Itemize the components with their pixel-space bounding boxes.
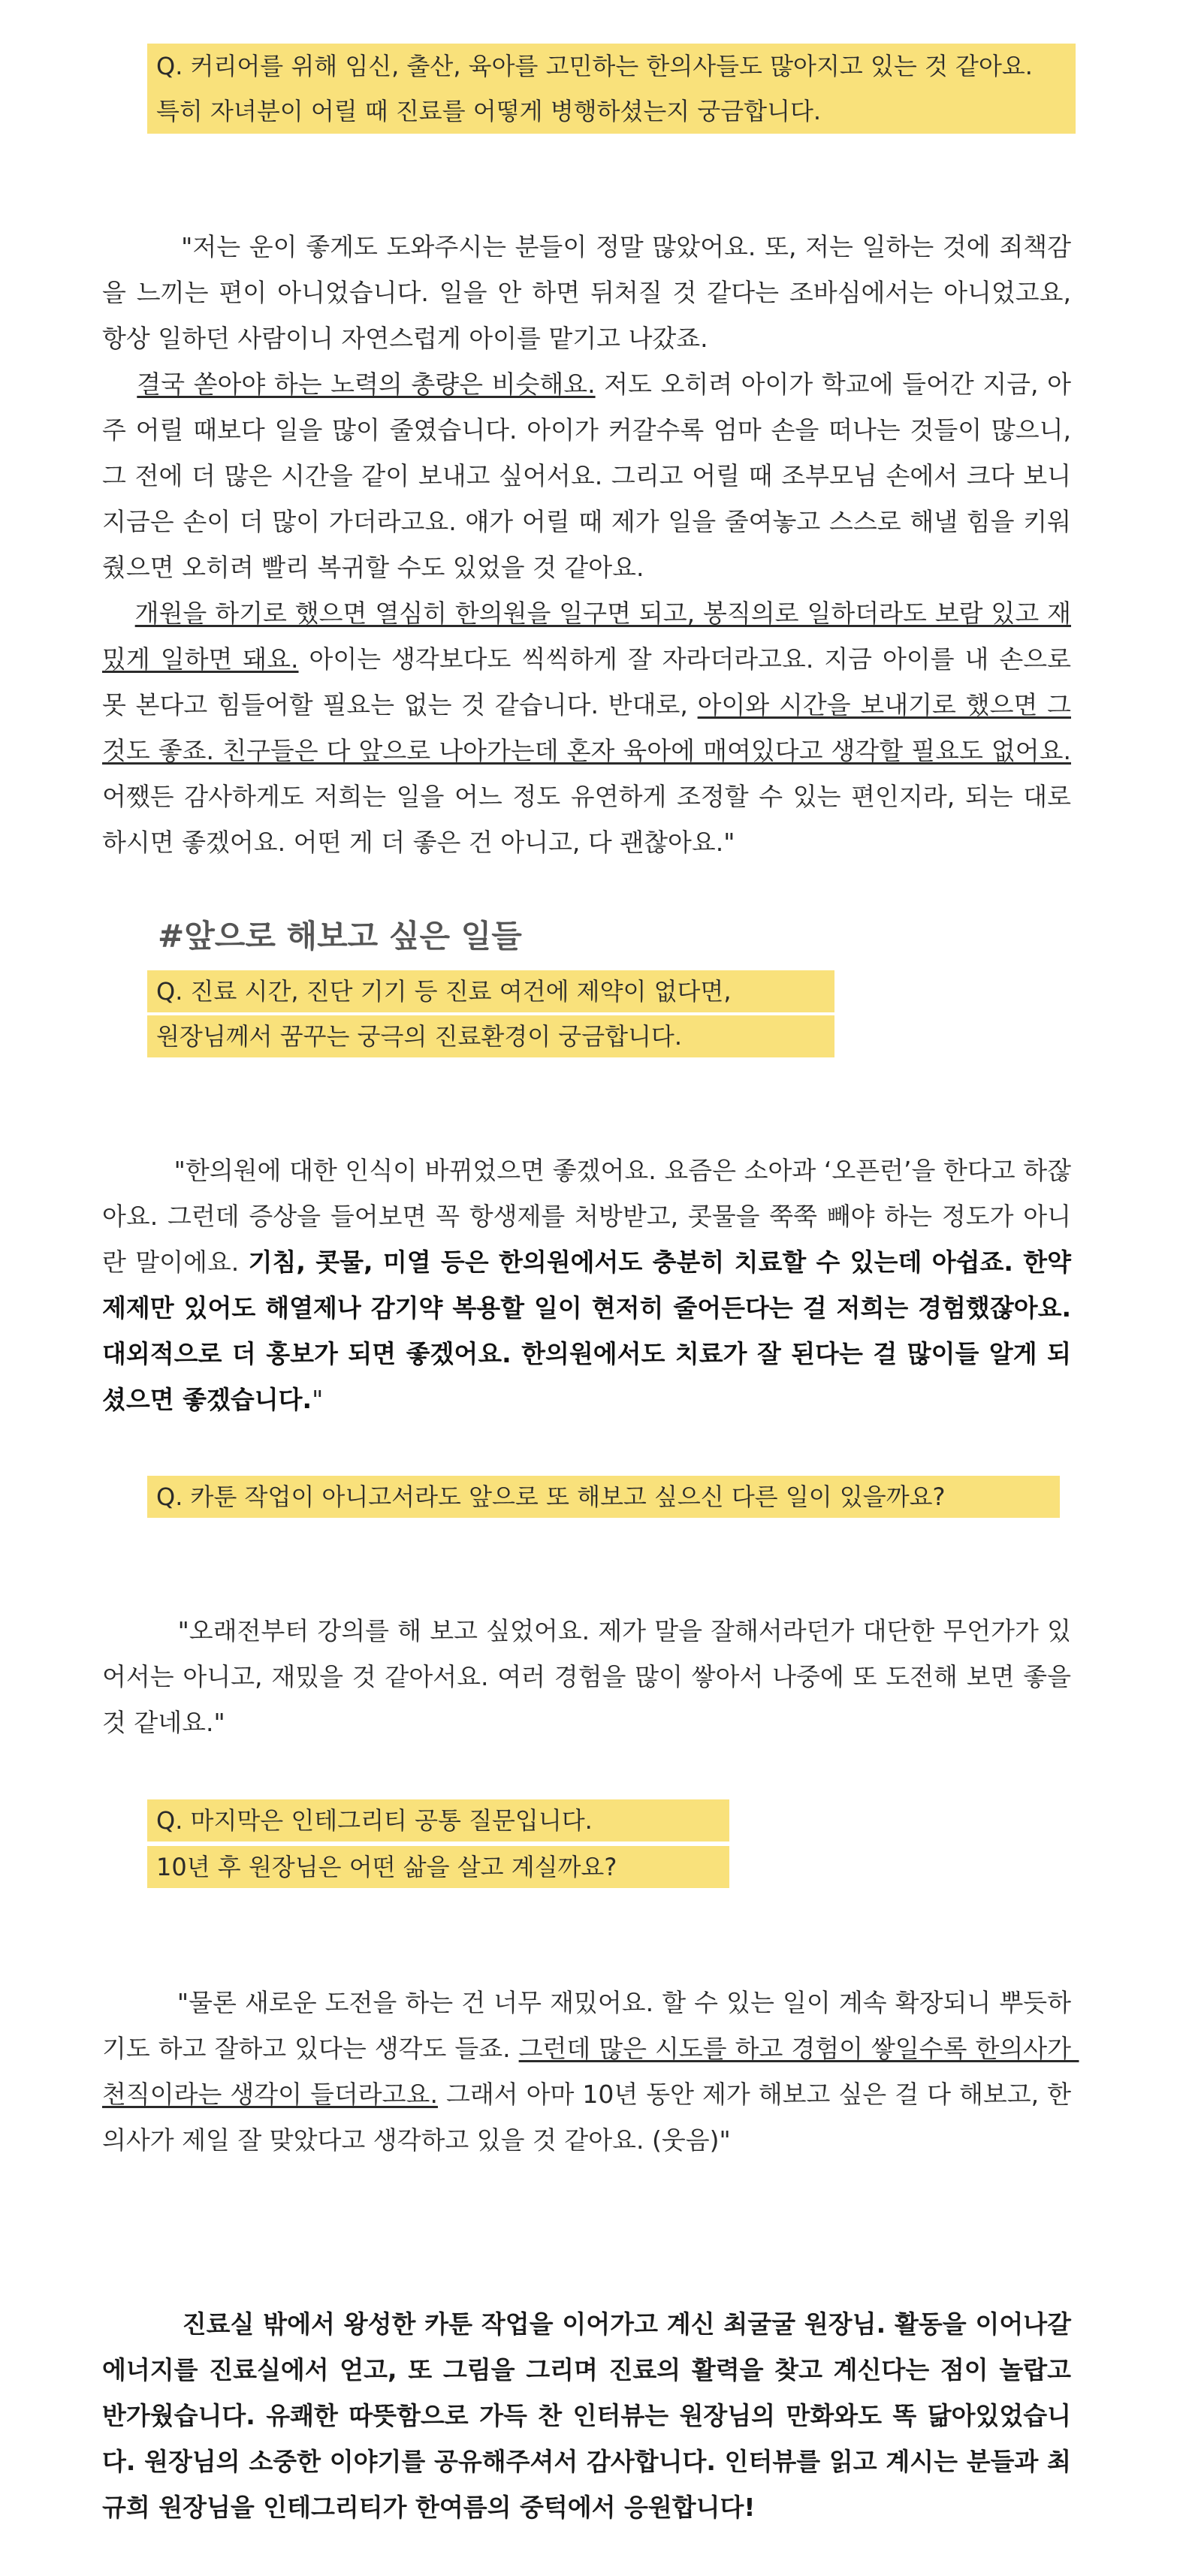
answer-text: 어쨌든 감사하게도 저희는 일을 어느 정도 유연하게 조정할 수 있는 편인지라, 되는 대로 하시면 좋겠어요. 어떤 게 더 좋은 건 아니고, 다 괜찮아요." bbox=[102, 736, 1079, 857]
answer-text: "저는 운이 좋게도 도와주시는 분들이 정말 많았어요. 또, 저는 일하는 것에 죄책감을 느끼는 편이 아니었습니다. 일을 안 하면 뒤처질 것 같다는 조바심에서는 아니었고요, 항상 일하던 사람이니 자연스럽게 아이를 맡기고 나갔죠. bbox=[102, 232, 1079, 353]
answer-text: "한의원에 대한 인식이 바뀌었으면 좋겠어요. 요즘은 소아과 ‘오픈런’을 한다고 하잖아요. 그런데 증상을 들어보면 꼭 항생제를 처방받고, 콧물을 쭉쭉 빼야 하는 정도가 아니란 말이에요. bbox=[102, 1156, 1071, 1277]
question-highlight bbox=[147, 1015, 834, 1057]
closing-text: 진료실 밖에서 왕성한 카툰 작업을 이어가고 계신 최굴굴 원장님. 활동을 이어나갈 에너지를 진료실에서 얻고, 또 그림을 그리며 진료의 활력을 찾고 계신다는 점이 놀랍고 반가웠습니다. 유쾌한 따뜻함으로 가득 찬 인터뷰는 원장님의 만화와도 똑 닮아있었습니다. 원장님의 소중한 이야기를 공유해주셔서 감사합니다. 인터뷰를 읽고 계시는 분들과 최규희 원장님을 인테그리티가 한여름의 중턱에서 응원합니다! bbox=[102, 2309, 1080, 2522]
question-highlight bbox=[147, 44, 1076, 89]
question-highlight bbox=[147, 89, 1076, 134]
answer-text: 저도 오히려 아이가 학교에 들어간 지금, 아주 어릴 때보다 일을 많이 줄였습니다. 아이가 커갈수록 엄마 손을 떠나는 것들이 많으니, 그 전에 더 많은 시간을 같이 보내고 싶어서요. 그리고 어릴 때 조부모님 손에서 크다 보니 지금은 손이 더 많이 가더라고요. 얘가 어릴 때 제가 일을 줄여놓고 스스로 해낼 힘을 키워줬으면 오히려 빨리 복귀할 수도 있었을 것 같아요. bbox=[102, 370, 1079, 582]
answer-text: 그래서 아마 10년 동안 제가 해보고 싶은 걸 다 해보고, 한의사가 제일 잘 맞았다고 생각하고 있을 것 같아요. (웃음)" bbox=[102, 2080, 1071, 2155]
closing-paragraph bbox=[102, 2255, 1080, 2576]
underlined-quote: 결국 쏟아야 하는 노력의 총량은 비슷해요. bbox=[137, 370, 596, 399]
bold-quote: 기침, 콧물, 미열 등은 한의원에서도 충분히 치료할 수 있는데 아쉽죠. 한약 제제만 있어도 해열제나 감기약 복용할 일이 현저히 줄어든다는 걸 저희는 경험했잖아요. 대외적으로 더 홍보가 되면 좋겠어요. 한의원에서도 치료가 잘 된다는 걸 많이들 알게 되셨으면 좋겠습니다. bbox=[102, 1247, 1080, 1414]
question-text: Q. 진료 시간, 진단 기기 등 진료 여건에 제약이 없다면, bbox=[156, 977, 732, 1006]
question-text: 원장님께서 꿈꾸는 궁극의 진료환경이 궁금합니다. bbox=[156, 1022, 683, 1051]
answer-text: " bbox=[312, 1385, 324, 1414]
question-highlight bbox=[147, 1476, 1060, 1518]
underlined-quote: 개원을 하기로 했으면 열심히 한의원을 일구면 되고, 봉직의로 일하더라도 보람 있고 재밌게 일하면 돼요. bbox=[102, 599, 1071, 674]
question-text: 10년 후 원장님은 어떤 삶을 살고 계실까요? bbox=[156, 1853, 617, 1881]
answer-text: "오래전부터 강의를 해 보고 싶었어요. 제가 말을 잘해서라던가 대단한 무언가가 있어서는 아니고, 재밌을 것 같아서요. 여러 경험을 많이 쌓아서 나중에 또 도전해 보면 좋을 것 같네요." bbox=[102, 1616, 1079, 1737]
question-text: Q. 마지막은 인테그리티 공통 질문입니다. bbox=[156, 1806, 593, 1835]
question-highlight bbox=[147, 970, 834, 1012]
answer-paragraph bbox=[102, 1102, 1080, 1468]
answer-paragraph bbox=[102, 544, 1079, 911]
underlined-quote: 그런데 많은 시도를 하고 경험이 쌓일수록 한의사가 천직이라는 생각이 들더라고요. bbox=[102, 2034, 1079, 2109]
section-title: #앞으로 해보고 싶은 일들 bbox=[158, 918, 522, 955]
question-text: Q. 카툰 작업이 아니고서라도 앞으로 또 해보고 싶으신 다른 일이 있을까요? bbox=[156, 1483, 946, 1511]
question-text: Q. 커리어를 위해 임신, 출산, 육아를 고민하는 한의사들도 많아지고 있는 것 같아요. bbox=[156, 52, 1033, 80]
question-highlight bbox=[147, 1799, 729, 1842]
underlined-quote: 아이와 시간을 보내기로 했으면 그것도 좋죠. 친구들은 다 앞으로 나아가는데 혼자 육아에 매여있다고 생각할 필요도 없어요. bbox=[102, 690, 1071, 765]
answer-text: "물론 새로운 도전을 하는 건 너무 재밌어요. 할 수 있는 일이 계속 확장되니 뿌듯하기도 하고 잘하고 있다는 생각도 들죠. bbox=[102, 1988, 1071, 2063]
answer-text: 아이는 생각보다도 씩씩하게 잘 자라더라고요. 지금 아이를 내 손으로 못 본다고 힘들어할 필요는 없는 것 같습니다. 반대로, bbox=[102, 644, 1079, 719]
answer-paragraph bbox=[102, 1934, 1079, 2209]
question-highlight bbox=[147, 1846, 729, 1888]
question-text: 특히 자녀분이 어릴 때 진료를 어떻게 병행하셨는지 궁금합니다. bbox=[156, 97, 822, 125]
answer-paragraph bbox=[102, 1562, 1079, 1791]
